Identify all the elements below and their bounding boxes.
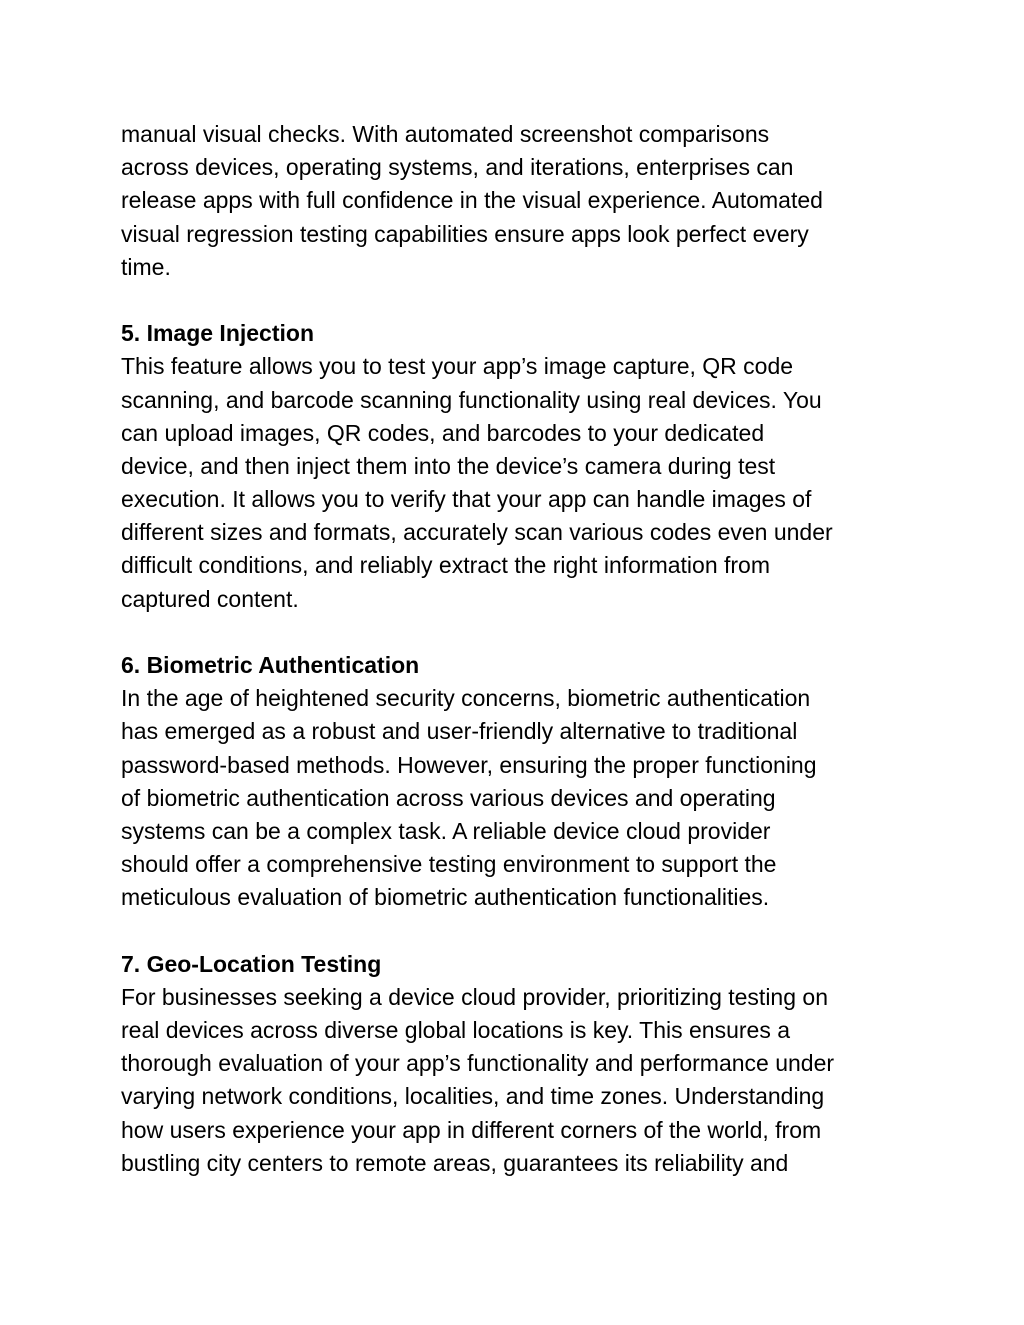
paragraph-line: visual regression testing capabilities ensure apps look perfect every [121, 220, 809, 247]
paragraph-line: how users experience your app in different corners of the world, from [121, 1116, 822, 1143]
paragraph-line: should offer a comprehensive testing environment to support the [121, 851, 777, 878]
paragraph-line: different sizes and formats, accurately scan various codes even under [121, 519, 833, 546]
document-page [121, 118, 911, 1180]
paragraph-line: captured content. [121, 585, 299, 612]
paragraph-line: across devices, operating systems, and iterations, enterprises can [121, 154, 794, 181]
paragraph-line: difficult conditions, and reliably extract the right information from [121, 552, 770, 579]
section-heading: 5. Image Injection [121, 320, 314, 347]
paragraph-line: scanning, and barcode scanning functionality using real devices. You [121, 386, 822, 413]
paragraph-line: This feature allows you to test your app’s image capture, QR code [121, 353, 794, 380]
paragraph-line: systems can be a complex task. A reliable device cloud provider [121, 817, 771, 844]
paragraph-spacer [121, 915, 911, 948]
paragraph-spacer [121, 616, 911, 649]
paragraph-line: has emerged as a robust and user-friendly alternative to traditional [121, 718, 798, 745]
intro-paragraph [121, 118, 911, 284]
paragraph-line: bustling city centers to remote areas, guarantees its reliability and [121, 1149, 789, 1176]
paragraph-line: thorough evaluation of your app’s functionality and performance under [121, 1050, 835, 1077]
section-geo-location-testing [121, 948, 911, 1180]
section-image-injection [121, 317, 911, 616]
paragraph-line: For businesses seeking a device cloud provider, prioritizing testing on [121, 983, 828, 1010]
paragraph-line: meticulous evaluation of biometric authentication functionalities. [121, 884, 770, 911]
paragraph-line: device, and then inject them into the device’s camera during test [121, 452, 776, 479]
paragraph-line: of biometric authentication across various devices and operating [121, 784, 776, 811]
paragraph-line: execution. It allows you to verify that your app can handle images of [121, 486, 812, 513]
paragraph-line: release apps with full confidence in the visual experience. Automated [121, 187, 823, 214]
section-heading: 6. Biometric Authentication [121, 652, 420, 678]
section-heading: 7. Geo-Location Testing [121, 950, 382, 977]
paragraph-line: varying network conditions, localities, and time zones. Understanding [121, 1083, 825, 1110]
paragraph-line: manual visual checks. With automated screenshot comparisons [121, 121, 770, 147]
paragraph-line: real devices across diverse global locations is key. This ensures a [121, 1017, 791, 1044]
section-biometric-authentication [121, 649, 911, 915]
paragraph-line: time. [121, 253, 171, 280]
paragraph-line: password-based methods. However, ensuring the proper functioning [121, 751, 817, 778]
paragraph-spacer [121, 284, 911, 317]
paragraph-line: can upload images, QR codes, and barcodes to your dedicated [121, 419, 765, 446]
paragraph-line: In the age of heightened security concerns, biometric authentication [121, 685, 811, 712]
